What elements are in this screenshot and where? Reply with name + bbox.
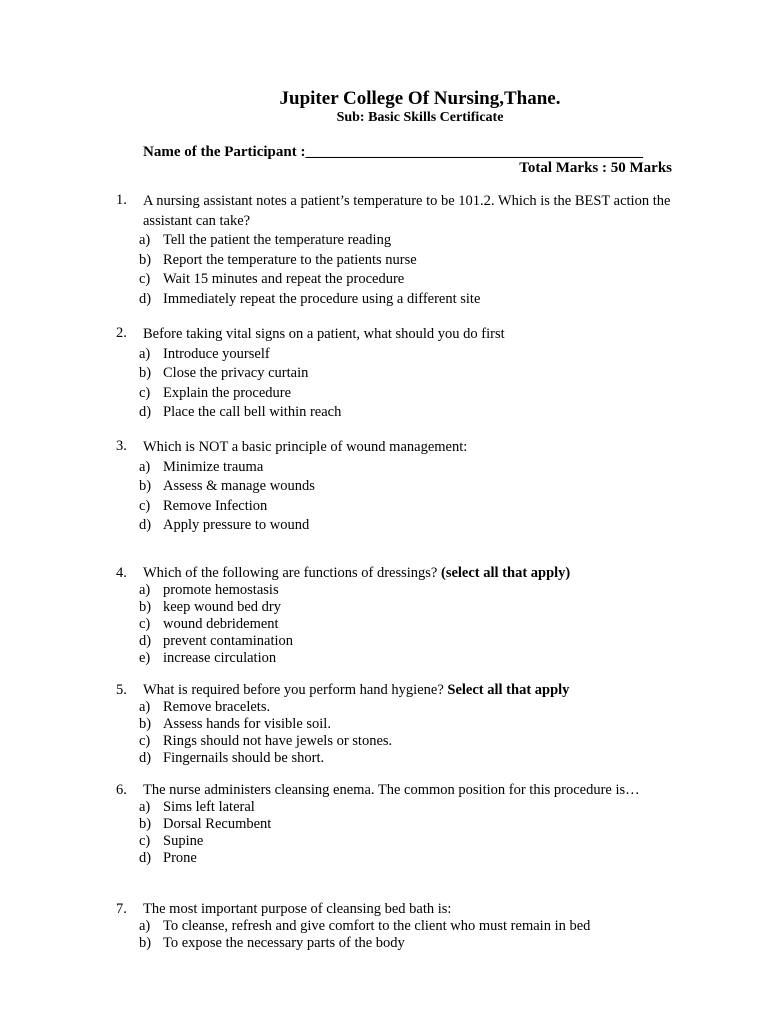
- option-text: Apply pressure to wound: [163, 517, 310, 533]
- option-label: a): [139, 918, 151, 934]
- option-label: d): [139, 850, 152, 866]
- option: [0, 345, 768, 365]
- option-label: d): [139, 290, 152, 307]
- option: [0, 633, 768, 650]
- option-label: b): [139, 365, 152, 381]
- option-label: c): [139, 384, 151, 401]
- option-label: b): [139, 251, 152, 268]
- question-text: [143, 782, 693, 799]
- option-text: Remove Infection: [163, 497, 268, 514]
- question-text: [143, 325, 693, 345]
- option: [0, 582, 768, 599]
- option-text: prevent contamination: [163, 633, 294, 649]
- option-label: e): [139, 650, 151, 666]
- option-label: c): [139, 616, 151, 632]
- option-text: promote hemostasis: [163, 582, 279, 598]
- question-text: [143, 565, 693, 582]
- option: [0, 290, 768, 310]
- question-text: [143, 682, 693, 699]
- option: [0, 516, 768, 536]
- option-text: Place the call bell within reach: [163, 404, 342, 420]
- option-text: Fingernails should be short.: [163, 750, 325, 766]
- question-text-main: What is required before you perform hand hygiene?: [143, 682, 448, 698]
- option-label: b): [139, 935, 152, 951]
- question-number: 4.: [116, 565, 127, 581]
- option-text: Rings should not have jewels or stones.: [163, 733, 393, 749]
- option-text: Tell the patient the temperature reading: [163, 232, 392, 248]
- option-label: a): [139, 345, 151, 362]
- option: [0, 270, 768, 290]
- option-text: To cleanse, refresh and give comfort to the client who must remain in bed: [163, 918, 591, 934]
- option: [0, 650, 768, 667]
- option-text: Sims left lateral: [163, 799, 255, 815]
- question-instruction: (select all that apply): [440, 565, 571, 581]
- option: [0, 816, 768, 833]
- question-5: [0, 682, 768, 767]
- option-text: increase circulation: [163, 650, 277, 666]
- option: [0, 699, 768, 716]
- option: [0, 251, 768, 271]
- question-7: [0, 901, 768, 952]
- option-label: d): [139, 404, 152, 420]
- option-label: c): [139, 833, 151, 849]
- question-text: [143, 901, 693, 918]
- option-text: Report the temperature to the patients nurse: [163, 251, 417, 268]
- option: [0, 716, 768, 733]
- question-text-main: A nursing assistant notes a patient’s temperature to be 101.2. Which is the BEST action the assistant can take?: [143, 193, 671, 229]
- option-text: Immediately repeat the procedure using a different site: [163, 290, 481, 307]
- question-number: 3.: [116, 438, 127, 454]
- option-label: a): [139, 232, 151, 248]
- option: [0, 384, 768, 404]
- option: [0, 364, 768, 384]
- participant-label: Name of the Participant :: [143, 144, 306, 160]
- option-text: Dorsal Recumbent: [163, 816, 272, 832]
- question-number: 2.: [116, 325, 127, 341]
- question-number: 6.: [116, 782, 127, 798]
- option-label: a): [139, 699, 151, 715]
- option-text: Prone: [163, 850, 197, 866]
- option: [0, 850, 768, 867]
- option-label: b): [139, 599, 152, 615]
- option-label: a): [139, 458, 151, 475]
- question-3: [0, 438, 768, 536]
- option: [0, 918, 768, 935]
- option-label: a): [139, 582, 151, 598]
- option-text: Wait 15 minutes and repeat the procedure: [163, 271, 405, 287]
- question-6: [0, 782, 768, 867]
- option-label: b): [139, 478, 152, 494]
- option-text: Close the privacy curtain: [163, 365, 309, 381]
- question-text-main: The nurse administers cleansing enema. The common position for this procedure is…: [143, 782, 640, 798]
- option-text: Assess hands for visible soil.: [163, 716, 331, 732]
- option: [0, 733, 768, 750]
- question-text-main: Which of the following are functions of dressings?: [143, 565, 441, 581]
- total-marks: Total Marks : 50 Marks: [519, 160, 672, 176]
- option-label: b): [139, 816, 152, 832]
- page-title: Jupiter College Of Nursing,Thane.: [279, 88, 561, 109]
- question-text-main: Before taking vital signs on a patient, what should you do first: [143, 326, 505, 342]
- question-text: [143, 192, 693, 231]
- question-4: [0, 565, 768, 667]
- option-text: wound debridement: [163, 616, 279, 632]
- participant-name-field: [143, 144, 643, 161]
- question-text-main: The most important purpose of cleansing bed bath is:: [143, 901, 452, 917]
- option-label: b): [139, 716, 152, 732]
- option-text: Explain the procedure: [163, 384, 292, 401]
- option: [0, 599, 768, 616]
- option-label: c): [139, 271, 151, 287]
- option-text: To expose the necessary parts of the body: [163, 935, 405, 951]
- option: [0, 497, 768, 517]
- option-label: a): [139, 799, 151, 815]
- option-text: Assess & manage wounds: [163, 478, 315, 494]
- option: [0, 935, 768, 952]
- option: [0, 477, 768, 497]
- option-text: keep wound bed dry: [163, 599, 281, 615]
- question-text-main: Which is NOT a basic principle of wound management:: [143, 439, 468, 455]
- option: [0, 458, 768, 478]
- option: [0, 799, 768, 816]
- option-label: d): [139, 633, 152, 649]
- option-label: d): [139, 517, 152, 533]
- participant-blank-line: _____________________________________________: [305, 144, 643, 160]
- option-label: c): [139, 497, 151, 514]
- option-text: Introduce yourself: [163, 345, 270, 362]
- question-number: 1.: [116, 192, 127, 208]
- option: [0, 403, 768, 423]
- option: [0, 616, 768, 633]
- question-number: 5.: [116, 682, 127, 698]
- question-1: [0, 192, 768, 309]
- option-text: Remove bracelets.: [163, 699, 271, 715]
- option: [0, 750, 768, 767]
- option: [0, 833, 768, 850]
- option-label: c): [139, 733, 151, 749]
- option-text: Supine: [163, 833, 204, 849]
- option-label: d): [139, 750, 152, 766]
- question-text: [143, 438, 693, 458]
- option: [0, 231, 768, 251]
- option-text: Minimize trauma: [163, 458, 264, 475]
- question-number: 7.: [116, 901, 127, 917]
- question-2: [0, 325, 768, 423]
- subject-subtitle: Sub: Basic Skills Certificate: [336, 110, 504, 125]
- question-instruction: Select all that apply: [447, 682, 570, 698]
